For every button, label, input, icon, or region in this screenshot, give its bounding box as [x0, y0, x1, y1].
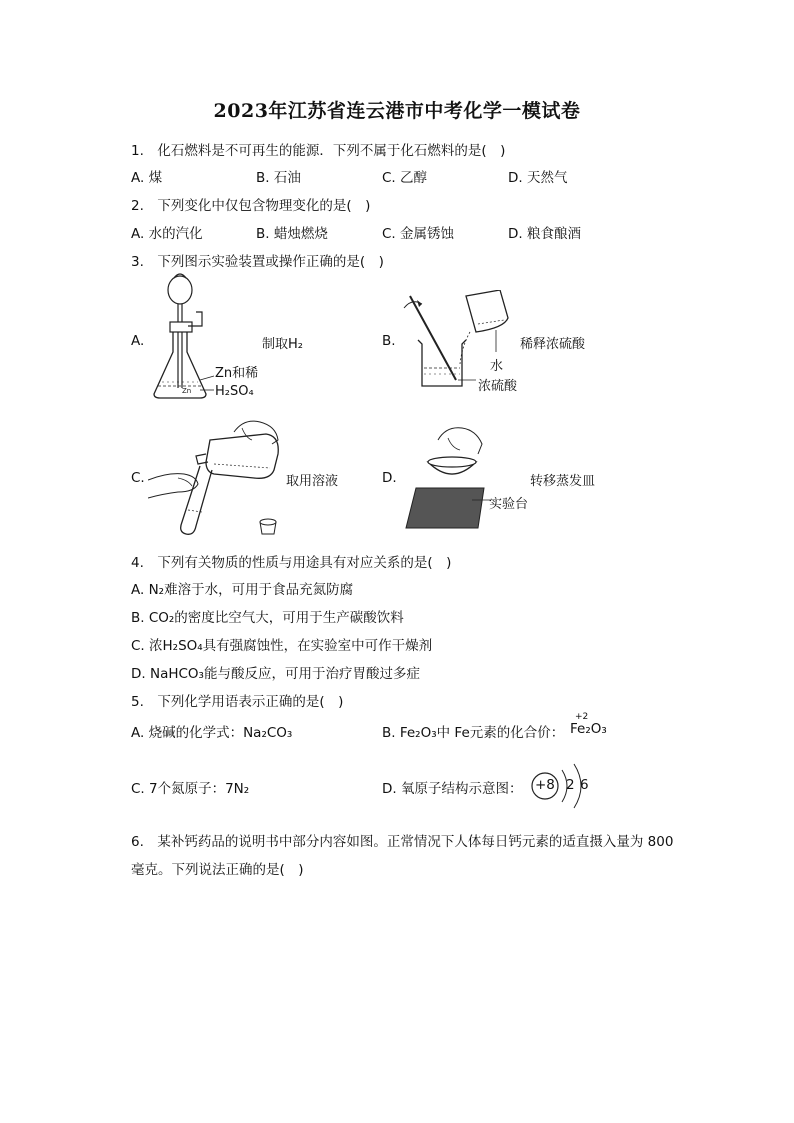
q4-option-b: B. CO₂的密度比空气大，可用于生产碳酸饮料	[131, 610, 404, 626]
q2-option-d: D. 粮食酿酒	[508, 226, 581, 242]
q1-option-b: B. 石油	[256, 170, 301, 186]
q5-d-nucleus: +8	[535, 777, 555, 793]
q4-option-c: C. 浓H₂SO₄具有强腐蚀性，在实验室中可作干燥剂	[131, 638, 433, 654]
q5-option-d-prefix: D. 氧原子结构示意图：	[382, 781, 523, 797]
q3-option-c-letter: C.	[131, 470, 145, 486]
q3-b-caption: 稀释浓硫酸	[520, 337, 586, 352]
q4-option-a: A. N₂难溶于水，可用于食品充氮防腐	[131, 582, 354, 598]
svg-text:Zn: Zn	[182, 387, 192, 395]
q3-a-label-zn: Zn和稀	[215, 366, 259, 381]
exam-title: 2023年江苏省连云港市中考化学一模试卷	[213, 100, 581, 122]
q4-stem: 4. 下列有关物质的性质与用途具有对应关系的是( )	[131, 555, 452, 571]
pouring-solution-figure	[148, 414, 288, 542]
q1-stem: 1. 化石燃料是不可再生的能源．下列不属于化石燃料的是( )	[131, 143, 506, 159]
q3-a-label-acid: H₂SO₄	[215, 384, 254, 399]
q5-option-b-prefix: B. Fe₂O₃中 Fe元素的化合价：	[382, 725, 565, 741]
q2-stem: 2. 下列变化中仅包含物理变化的是( )	[131, 198, 371, 214]
q2-option-b: B. 蜡烛燃烧	[256, 226, 328, 242]
q3-b-label-acid: 浓硫酸	[478, 379, 518, 394]
q3-option-a-letter: A.	[131, 333, 145, 349]
q5-option-a: A. 烧碱的化学式：Na₂CO₃	[131, 725, 293, 741]
q3-d-label-table: 实验台	[489, 497, 529, 512]
q3-d-caption: 转移蒸发皿	[530, 474, 596, 489]
q5-stem: 5. 下列化学用语表示正确的是( )	[131, 694, 344, 710]
q5-b-charge: +2	[575, 712, 589, 722]
q2-option-a: A. 水的汽化	[131, 226, 203, 242]
q1-option-c: C. 乙醇	[382, 170, 428, 186]
q4-option-d: D. NaHCO₃能与酸反应，可用于治疗胃酸过多症	[131, 666, 420, 682]
q3-option-b-letter: B.	[382, 333, 396, 349]
q6-stem-line2: 毫克。下列说法正确的是( )	[131, 862, 304, 878]
q5-d-shell2: 6	[580, 777, 589, 793]
q3-stem: 3. 下列图示实验装置或操作正确的是( )	[131, 254, 384, 270]
q5-b-formula: Fe₂O₃	[570, 721, 607, 737]
q6-stem-line1: 6. 某补钙药品的说明书中部分内容如图。正常情况下人体每日钙元素的适直摄入量为 800	[131, 834, 674, 850]
q3-a-caption: 制取H₂	[262, 337, 303, 352]
q1-option-d: D. 天然气	[508, 170, 568, 186]
q3-c-caption: 取用溶液	[286, 474, 339, 489]
q1-option-a: A. 煤	[131, 170, 163, 186]
q3-b-label-water: 水	[490, 359, 504, 374]
q2-option-c: C. 金属锈蚀	[382, 226, 455, 242]
q5-option-c: C. 7个氮原子：7N₂	[131, 781, 250, 797]
q5-d-shell1: 2	[566, 777, 575, 793]
q3-option-d-letter: D.	[382, 470, 397, 486]
evaporating-dish-figure	[400, 420, 490, 530]
